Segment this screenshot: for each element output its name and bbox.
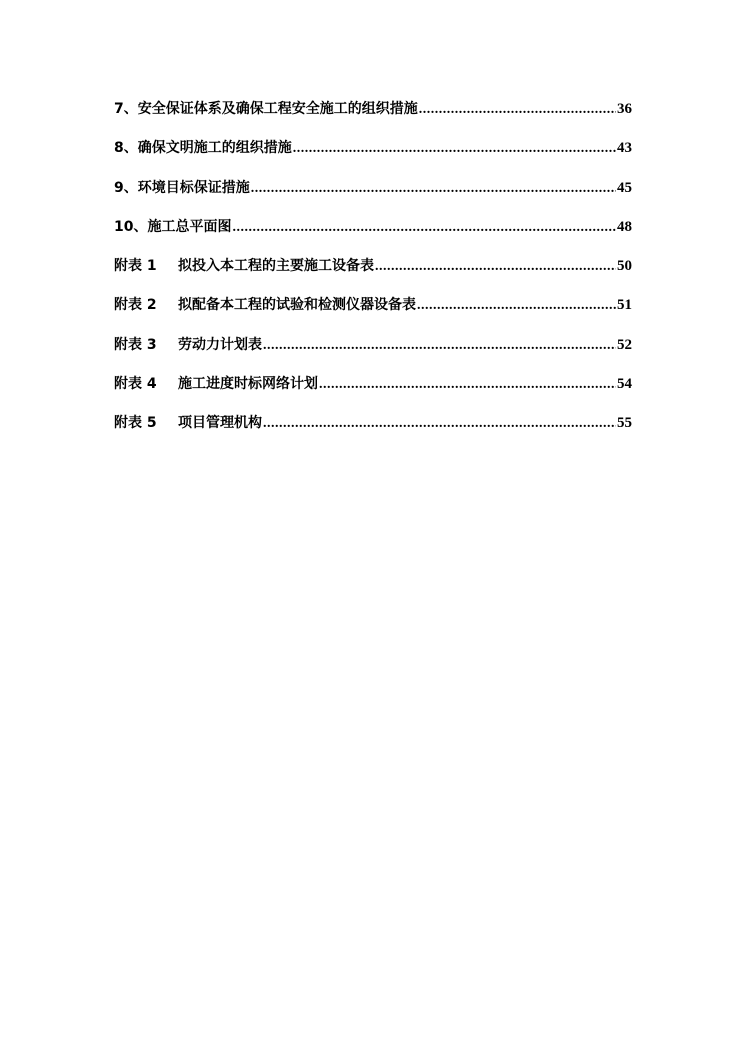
toc-page-number: 43 (617, 140, 632, 157)
toc-entry-number: 7、 (114, 101, 138, 117)
toc-entry-title: 拟配备本工程的试验和检测仪器设备表 (178, 297, 416, 314)
toc-leader-dots (232, 217, 616, 239)
toc-page-number: 55 (617, 415, 632, 432)
toc-entry-number: 附表 1 (114, 258, 157, 275)
toc-leader-dots (375, 256, 616, 278)
toc-entry-number: 9、 (114, 179, 138, 196)
toc-entry-title: 项目管理机构 (178, 415, 262, 432)
toc-entry-label (114, 216, 231, 238)
toc-entry-label (114, 412, 262, 434)
toc-entry-appendix-3[interactable] (114, 334, 632, 373)
toc-leader-dots (417, 295, 616, 317)
toc-page-number: 51 (617, 297, 632, 314)
toc-entry-title: 安全保证体系及确保工程安全施工的组织措施 (137, 101, 418, 117)
toc-entry-appendix-5[interactable] (114, 412, 632, 451)
toc-entry-appendix-1[interactable] (114, 255, 632, 294)
toc-entry-label (114, 98, 418, 120)
toc-entry-title: 环境目标保证措施 (137, 179, 250, 196)
toc-leader-dots (319, 374, 616, 396)
toc-page-number: 48 (617, 218, 632, 235)
toc-entry-title: 施工进度时标网络计划 (178, 376, 318, 393)
toc-entry-number: 附表 5 (114, 415, 157, 432)
toc-page-number: 54 (617, 376, 632, 393)
toc-entry-number: 10、 (114, 218, 148, 235)
toc-page-number: 50 (617, 258, 632, 275)
toc-entry-number: 附表 4 (114, 376, 157, 393)
toc-leader-dots (263, 335, 616, 357)
toc-entry-label (114, 334, 262, 356)
toc-entry-label (114, 294, 416, 316)
toc-entry-title: 拟投入本工程的主要施工设备表 (178, 258, 374, 275)
toc-leader-dots (263, 413, 616, 435)
toc-entry-title: 确保文明施工的组织措施 (137, 140, 292, 157)
toc-entry-number: 附表 2 (114, 297, 157, 314)
table-of-contents (114, 98, 632, 452)
toc-leader-dots (419, 99, 616, 121)
toc-entry-8[interactable] (114, 137, 632, 176)
toc-entry-title: 劳动力计划表 (178, 336, 262, 353)
toc-leader-dots (251, 178, 616, 200)
toc-entry-label (114, 137, 292, 159)
toc-page-number: 45 (617, 179, 632, 196)
toc-entry-appendix-2[interactable] (114, 294, 632, 333)
toc-leader-dots (293, 138, 616, 160)
toc-entry-7[interactable] (114, 98, 632, 137)
toc-page-number: 52 (617, 336, 632, 353)
toc-entry-appendix-4[interactable] (114, 373, 632, 412)
toc-entry-label (114, 373, 318, 395)
toc-entry-10[interactable] (114, 216, 632, 255)
toc-entry-title: 施工总平面图 (147, 218, 232, 235)
toc-entry-9[interactable] (114, 177, 632, 216)
toc-entry-label (114, 177, 250, 199)
toc-entry-label (114, 255, 374, 277)
toc-page-number: 36 (617, 101, 632, 117)
toc-entry-number: 8、 (114, 140, 138, 157)
toc-entry-number: 附表 3 (114, 336, 157, 353)
